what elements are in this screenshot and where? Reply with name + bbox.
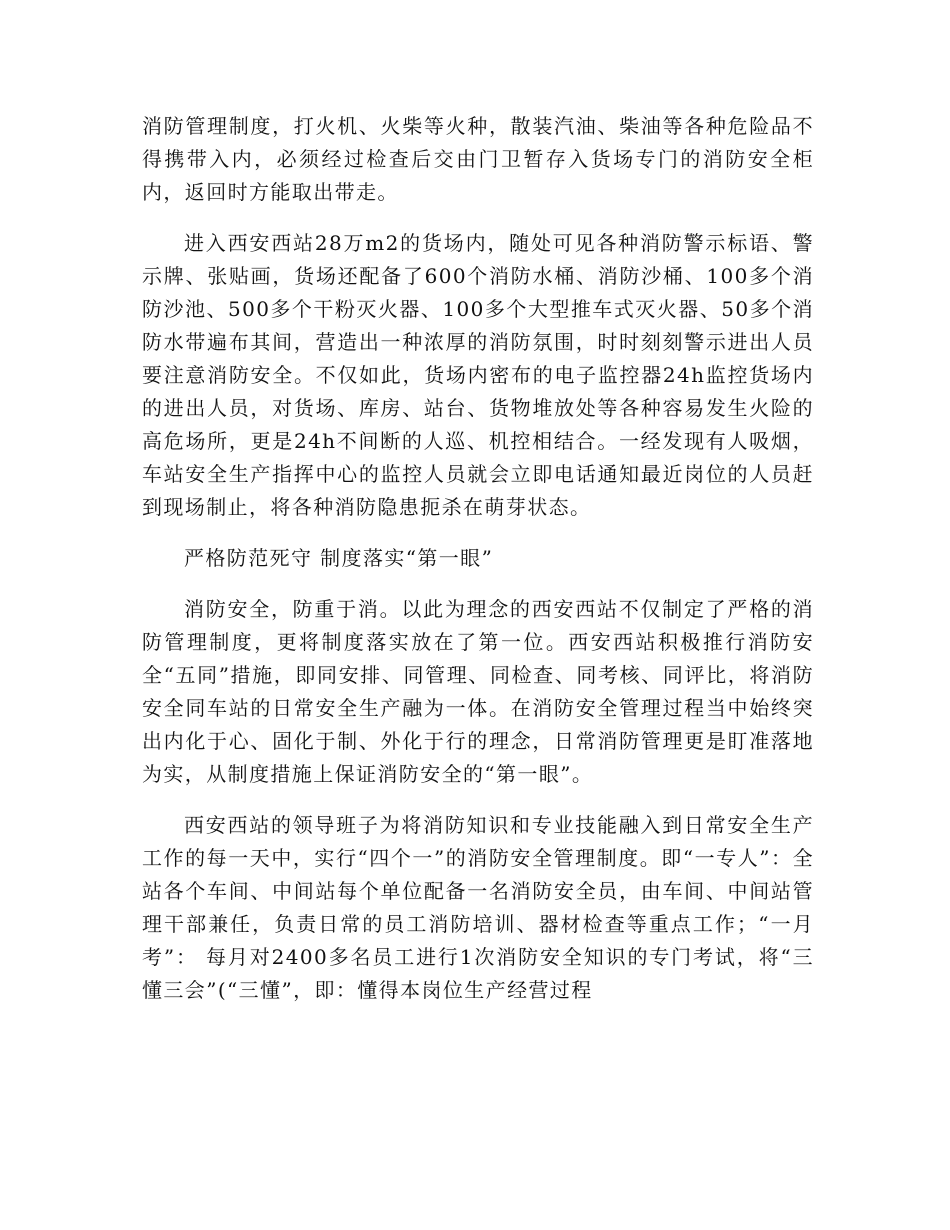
paragraph-freight-yard-fire-equipment: 进入西安西站28万m2的货场内，随处可见各种消防警示标语、警示牌、张贴画，货场还配备了600个消防水桶、消防沙桶、100多个消防沙池、500多个干粉灭火器、100多个大型推车式灭火器、50多个消防水带遍布其间，营造出一种浓厚的消防氛围，时时刻刻警示进出人员要注意消防安全。不仅如此，货场内密布的电子监控器24h监控货场内的进出人员，对货场、库房、站台、货物堆放处等各种容易发生火险的高危场所，更是24h不间断的人巡、机控相结合。一经发现有人吸烟，车站安全生产指挥中心的监控人员就会立即电话通知最近岗位的人员赶到现场制止，将各种消防隐患扼杀在萌芽状态。 bbox=[142, 231, 814, 519]
paragraph-fire-prevention-policy: 消防安全，防重于消。以此为理念的西安西站不仅制定了严格的消防管理制度，更将制度落实放在了第一位。西安西站积极推行消防安全“五同”措施，即同安排、同管理、同检查、同考核、同评比，将消防安全同车站的日常安全生产融为一体。在消防安全管理过程当中始终突出内化于心、固化于制、外化于行的理念，日常消防管理更是盯准落地为实，从制度措施上保证消防安全的“第一眼”。 bbox=[142, 597, 814, 786]
document-body bbox=[142, 110, 814, 1025]
section-heading: 严格防范死守 制度落实“第一眼” bbox=[184, 546, 494, 570]
paragraph-four-ones-system: 西安西站的领导班子为将消防知识和专业技能融入到日常安全生产工作的每一天中，实行“四个一”的消防安全管理制度。即“一专人”：全站各个车间、中间站每个单位配备一名消防安全员，由车间、中间站管理干部兼任，负责日常的员工消防培训、器材检查等重点工作；“一月考”： 每月对2400多名员工进行1次消防安全知识的专门考试，将“三懂三会”(“三懂”，即：懂得本岗位生产经营过程 bbox=[142, 813, 814, 1002]
paragraph-continued: 消防管理制度，打火机、火柴等火种，散装汽油、柴油等各种危险品不得携带入内，必须经过检查后交由门卫暂存入货场专门的消防安全柜内，返回时方能取出带走。 bbox=[142, 114, 814, 204]
